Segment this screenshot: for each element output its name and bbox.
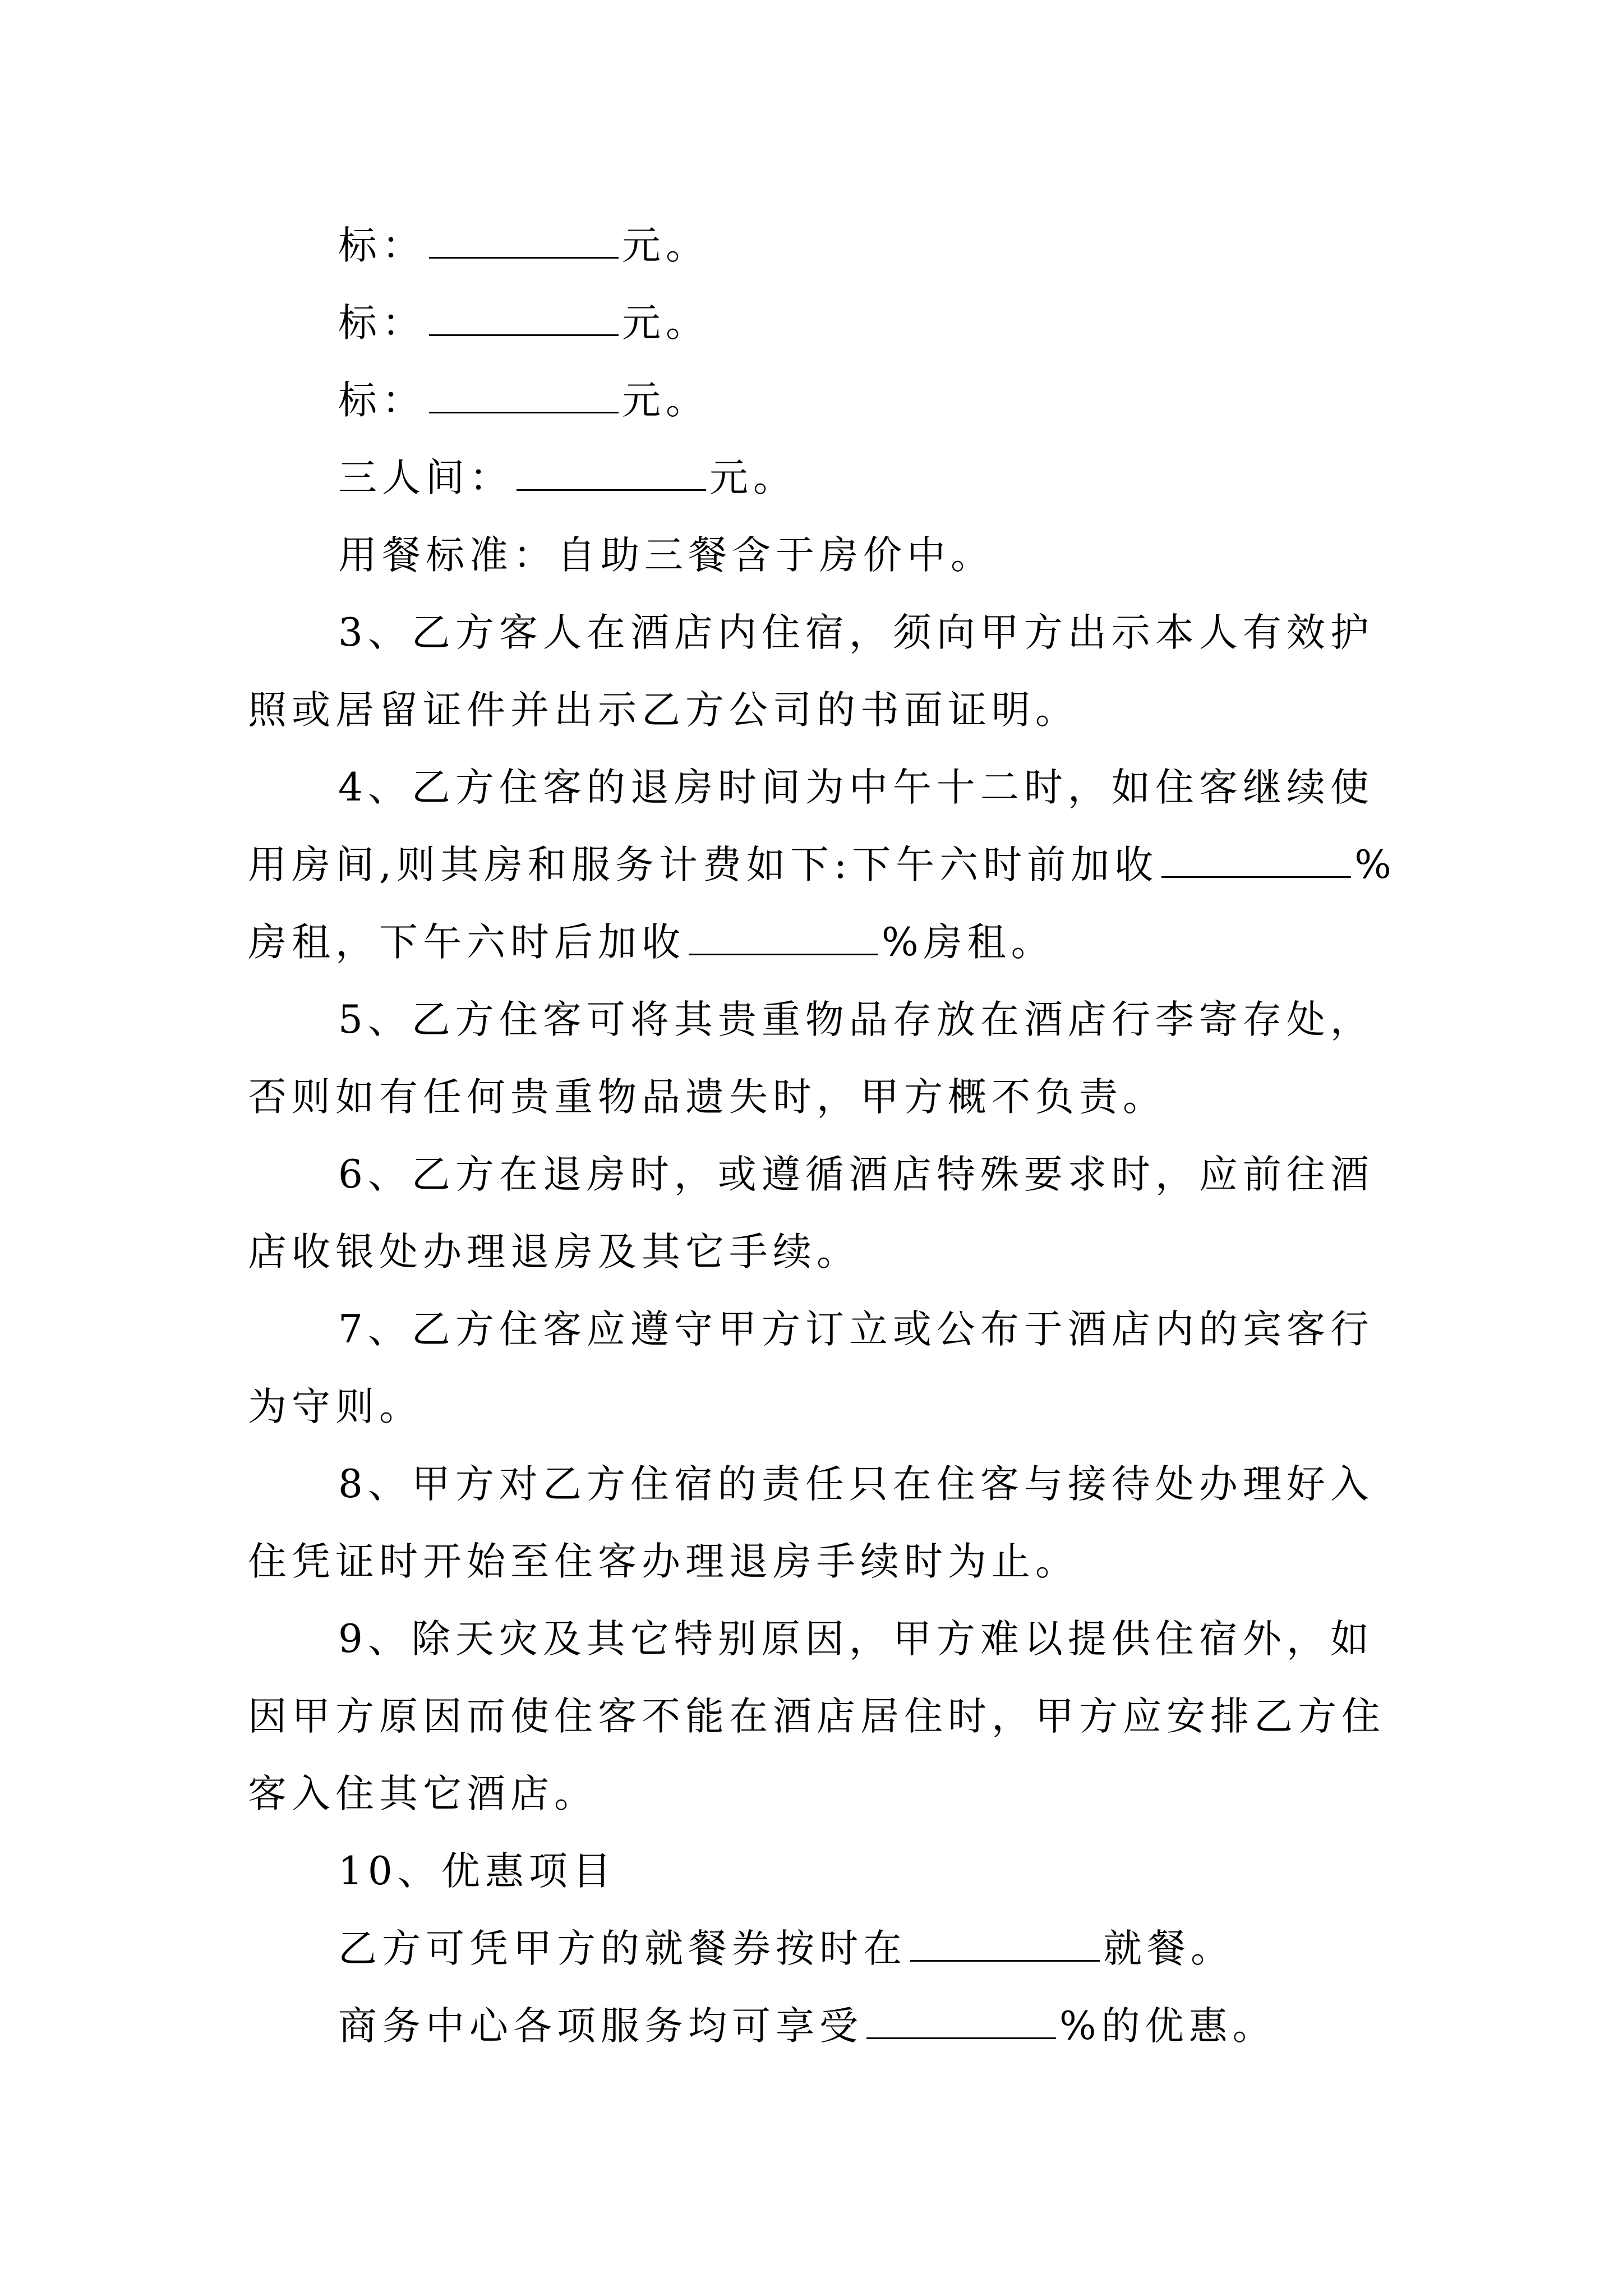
rate-line-3 [338,374,709,427]
clause-8-line-1: 8、甲方对乙方住宿的责任只在住客与接待处办理好入 [338,1462,1374,1507]
clause-10-text: 商务中心各项服务均可享受 [338,2004,863,2049]
rate-suffix: 元。 [709,455,797,500]
fill-blank [429,222,619,259]
rate-suffix: 元。 [622,301,709,346]
rate-line-2 [338,296,709,350]
clause-10-item-2 [338,1999,1276,2053]
clause-6-line-1: 6、乙方在退房时，或遵循酒店特殊要求时，应前往酒 [338,1152,1374,1197]
clause-4-line-1: 4、乙方住客的退房时间为中午十二时，如住客继续使 [338,765,1374,810]
clause-6-line-2: 店收银处办理退房及其它手续。 [248,1230,860,1274]
clause-10-suffix: %的优惠。 [1059,2004,1276,2049]
clause-10-title: 10、优惠项目 [338,1849,616,1894]
clause-4-text: 用房间,则其房和服务计费如下:下午六时前加收 [248,843,1159,887]
rate-suffix: 元。 [622,378,709,423]
clause-10-item-1 [338,1922,1234,1976]
rate-label: 标： [338,301,426,346]
rate-label: 三人间： [338,455,513,500]
rate-line-triple [338,451,797,505]
clause-9-line-1: 9、除天灾及其它特别原因，甲方难以提供住宿外，如 [338,1617,1374,1662]
clause-8-line-2: 住凭证时开始至住客办理退房手续时为止。 [248,1539,1079,1584]
clause-7-line-1: 7、乙方住客应遵守甲方订立或公布于酒店内的宾客行 [338,1307,1374,1352]
fill-blank [429,377,619,413]
clause-5-line-1: 5、乙方住客可将其贵重物品存放在酒店行李寄存处， [338,997,1374,1042]
clause-4-line-3 [248,915,1055,969]
fill-blank [429,300,619,336]
fill-blank [1161,841,1351,878]
clause-4-text: 房租，下午六时后加收 [248,920,685,965]
clause-4-suffix: %房租。 [882,920,1055,965]
fill-blank [910,1925,1100,1962]
fill-blank [866,2003,1056,2039]
clause-7-line-2: 为守则。 [248,1384,423,1429]
fill-blank [689,919,878,955]
clause-5-line-2: 否则如有任何贵重物品遗失时，甲方概不负责。 [248,1075,1166,1120]
fill-blank [517,454,706,491]
percent-sign: % [1354,843,1396,887]
rate-label: 标： [338,223,426,268]
clause-10-text: 乙方可凭甲方的就餐券按时在 [338,1926,907,1971]
clause-9-line-3: 客入住其它酒店。 [248,1772,598,1816]
rate-line-1 [338,219,709,273]
clause-10-suffix: 就餐。 [1103,1926,1234,1971]
clause-4-line-2 [248,838,1396,892]
meal-standard: 用餐标准：自助三餐含于房价中。 [338,533,994,578]
clause-9-line-2: 因甲方原因而使住客不能在酒店居住时，甲方应安排乙方住 [248,1694,1385,1739]
rate-label: 标： [338,378,426,423]
clause-3-line-1: 3、乙方客人在酒店内住宿，须向甲方出示本人有效护 [338,610,1374,655]
rate-suffix: 元。 [622,223,709,268]
clause-3-line-2: 照或居留证件并出示乙方公司的书面证明。 [248,688,1079,733]
